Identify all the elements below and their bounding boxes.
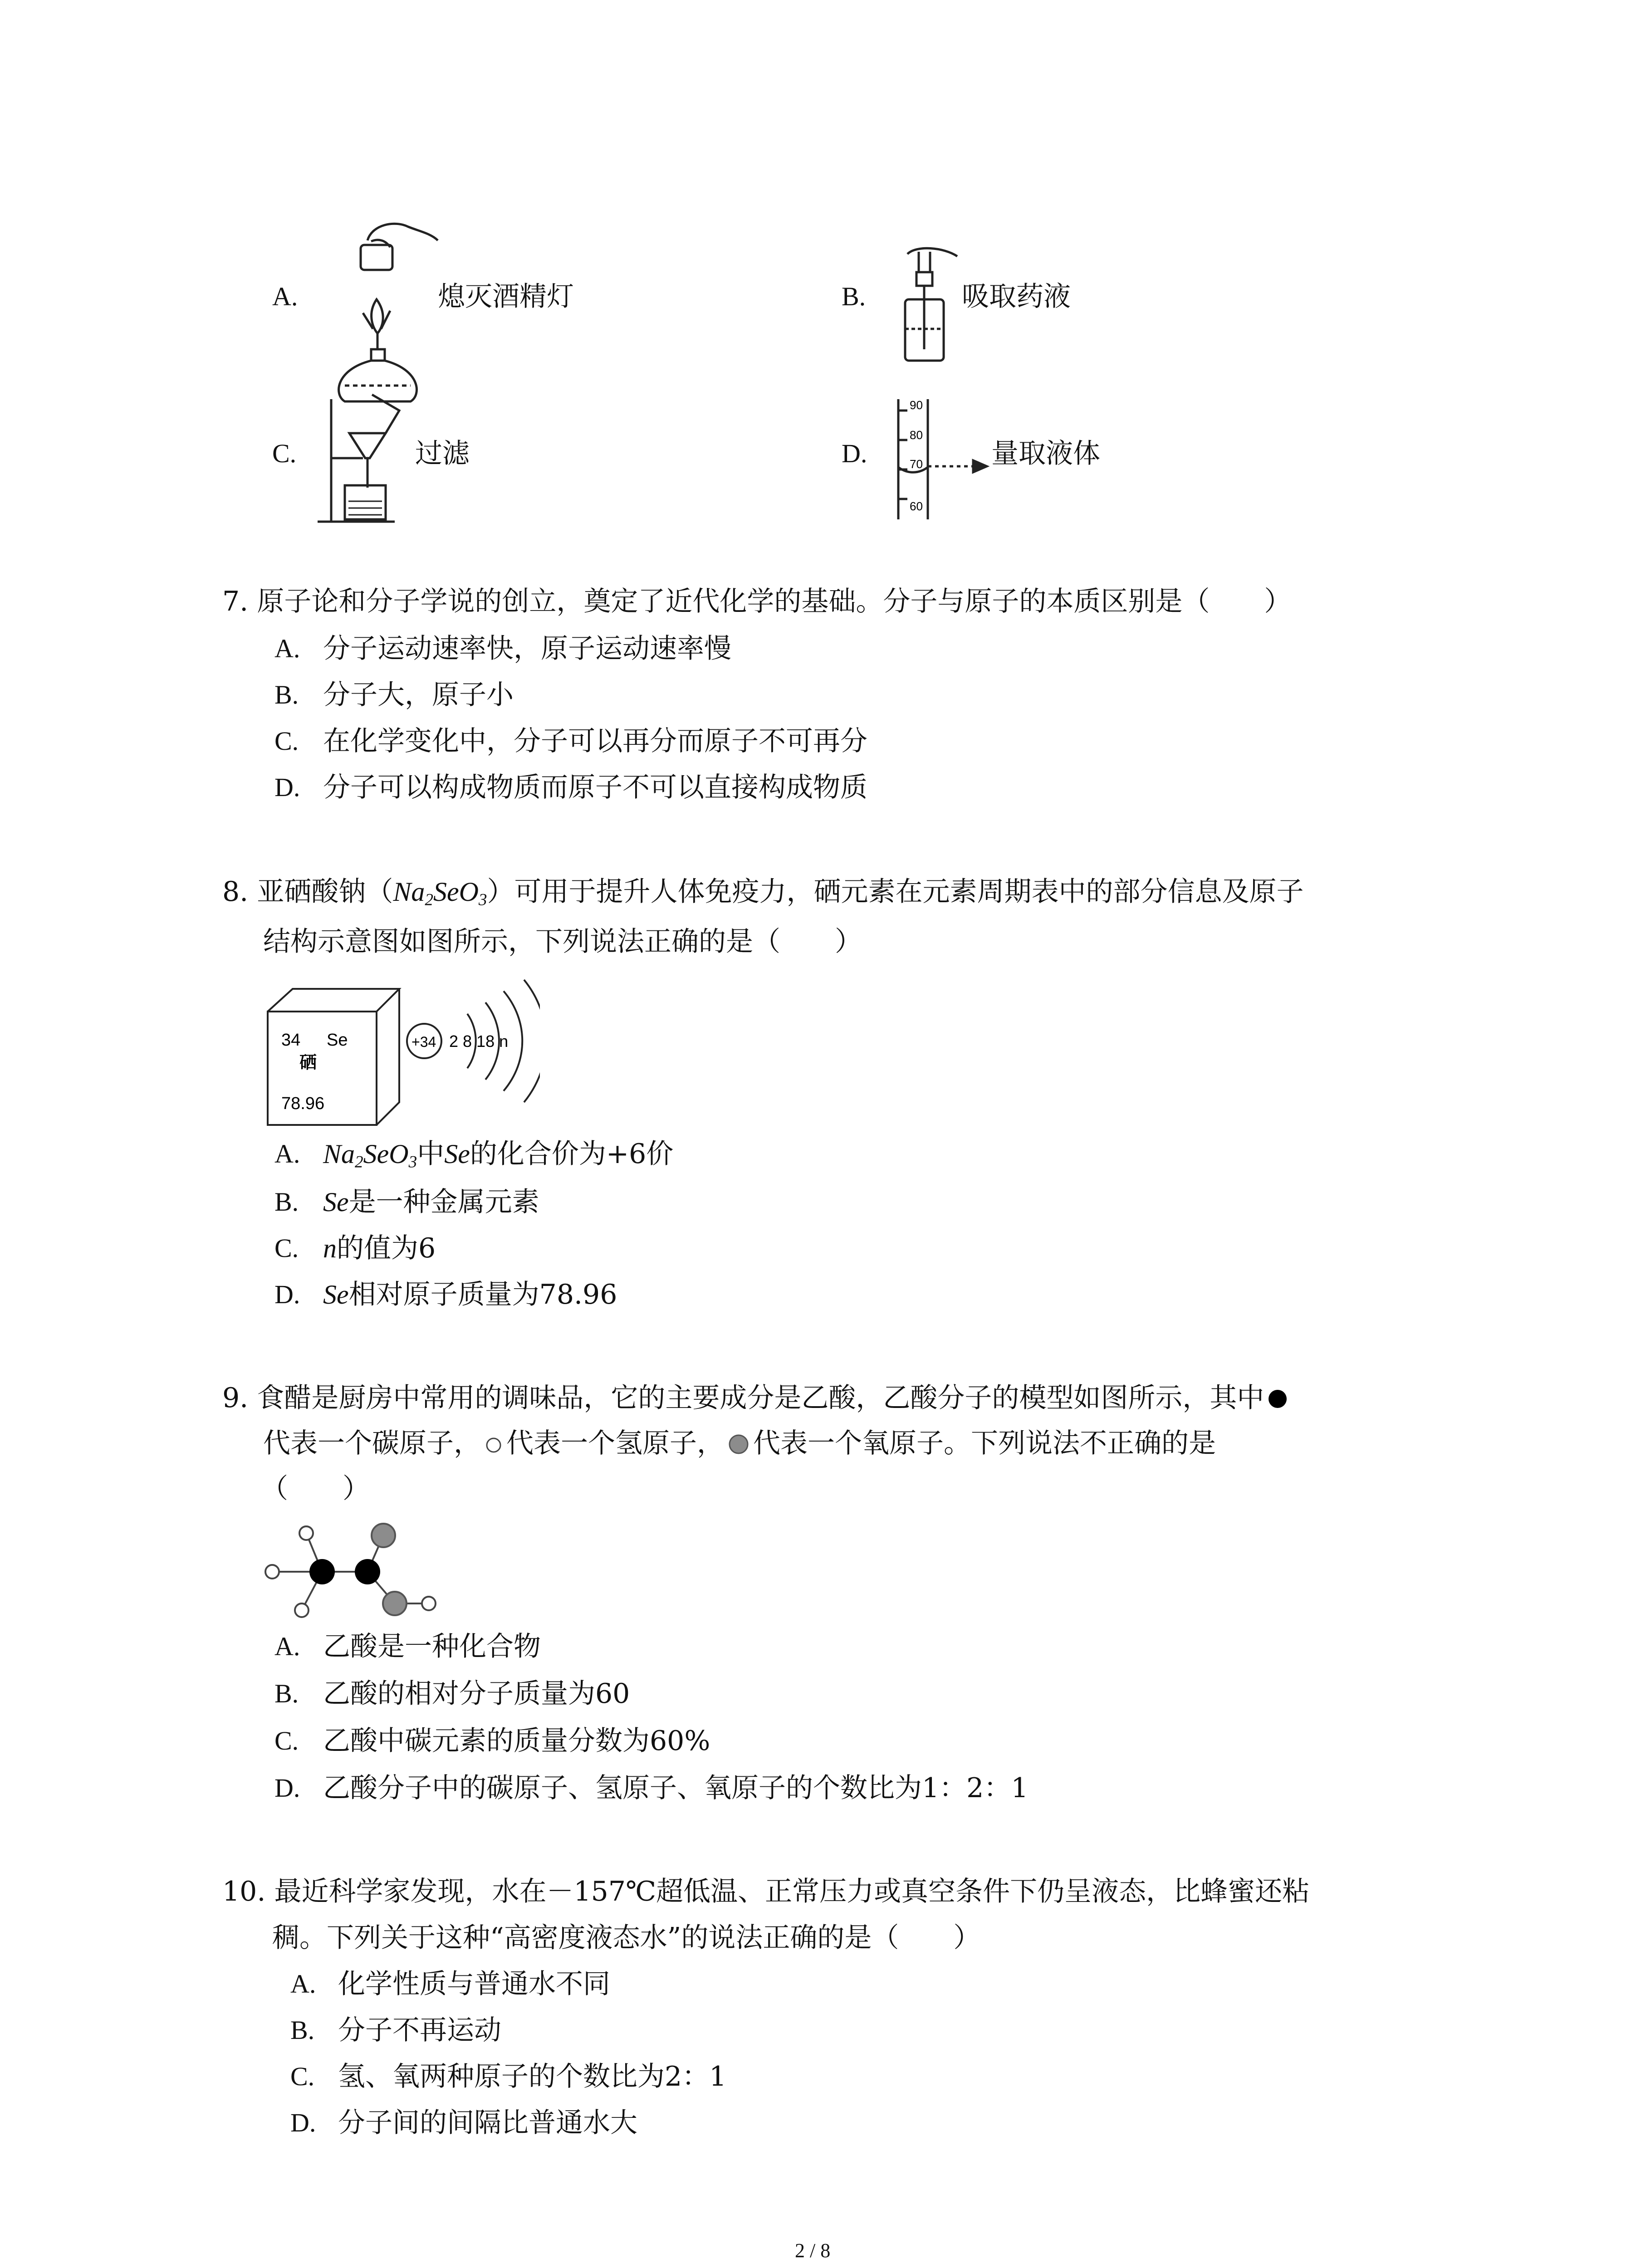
electron-shells: 2 8 18 n	[449, 1032, 509, 1051]
oxygen-atom-icon	[728, 1433, 749, 1455]
option-letter: A.	[290, 1969, 316, 1999]
option-letter: B.	[274, 1187, 299, 1217]
option-text: 化学性质与普通水不同	[338, 1968, 610, 2000]
option-letter: C.	[274, 1726, 299, 1755]
element-name: 硒	[299, 1053, 317, 1072]
hydrogen-atom	[422, 1597, 436, 1610]
option-letter: C.	[272, 439, 297, 468]
question-stem-line-3: （ ）	[261, 1473, 370, 1505]
hydrogen-atom	[299, 1526, 313, 1540]
option-letter: C.	[274, 726, 299, 756]
cylinder-tick-90: 90	[910, 399, 923, 412]
option-label: 过滤	[415, 438, 470, 469]
option-text: 乙酸的相对分子质量为60	[323, 1678, 630, 1710]
question-stem-line-2: 结构示意图如图所示，下列说法正确的是（ ）	[263, 926, 862, 958]
cylinder-tick-60: 60	[910, 499, 923, 513]
option-text: $Na_2SeO_3$中Se的化合价为+6价	[323, 1138, 674, 1172]
carbon-atom	[355, 1559, 380, 1584]
carbon-atom	[309, 1559, 335, 1584]
option-letter: A.	[272, 282, 298, 311]
graduated-cylinder-image	[889, 399, 994, 522]
option-letter: B.	[274, 680, 299, 709]
option-letter: B.	[274, 1679, 299, 1708]
option-label: 吸取药液	[962, 281, 1071, 313]
hydrogen-atom-icon	[485, 1436, 503, 1454]
option-text: 分子运动速率快，原子运动速率慢	[323, 633, 731, 665]
cylinder-tick-80: 80	[910, 428, 923, 442]
nucleus-charge: +34	[411, 1034, 436, 1050]
option-letter: B.	[290, 2015, 315, 2045]
question-stem-line-2: 稠。下列关于这种“高密度液态水”的说法正确的是（ ）	[272, 1922, 981, 1954]
question-stem-line-1: 10. 最近科学家发现，水在－157℃超低温、正常压力或真空条件下仍呈液态，比蜂蜜还粘	[222, 1876, 1310, 1907]
option-text: 乙酸是一种化合物	[323, 1631, 541, 1662]
oxygen-atom	[372, 1524, 395, 1547]
option-text: 在化学变化中，分子可以再分而原子不可再分	[323, 725, 867, 757]
atomic-mass: 78.96	[281, 1094, 325, 1113]
option-text: 乙酸分子中的碳原子、氢原子、氧原子的个数比为1：2：1	[323, 1772, 1029, 1804]
option-text: 分子间的间隔比普通水大	[338, 2107, 637, 2139]
option-label: 量取液体	[991, 438, 1100, 469]
option-text: 氢、氧两种原子的个数比为2：1	[338, 2061, 727, 2092]
question-stem-line-2: 代表一个碳原子， 代表一个氢原子， 代表一个氧原子。下列说法不正确的是	[263, 1427, 1216, 1459]
dropper-bottle-image	[880, 245, 971, 367]
option-text: n的值为6	[323, 1232, 436, 1264]
selenium-element-cell-and-atom-diagram	[263, 971, 540, 1134]
acetic-acid-molecule-model	[263, 1520, 454, 1624]
question-stem-line-1: 9. 食醋是厨房中常用的调味品，它的主要成分是乙酸，乙酸分子的模型如图所示，其中	[222, 1379, 1288, 1417]
atomic-number: 34	[281, 1031, 301, 1050]
option-letter: B.	[842, 282, 866, 311]
carbon-atom-icon	[1267, 1388, 1288, 1410]
option-text: 分子可以构成物质而原子不可以直接构成物质	[323, 772, 867, 803]
question-stem-line-1: 8. 亚硒酸钠$(Na_2SeO_3)$可用于提升人体免疫力，硒元素在元素周期表中的部分信息及原子	[222, 876, 1304, 909]
oxygen-atom	[383, 1592, 407, 1615]
option-text: Se相对原子质量为78.96	[323, 1279, 617, 1310]
option-letter: C.	[274, 1233, 299, 1263]
hydrogen-atom	[265, 1565, 279, 1579]
option-letter: D.	[290, 2108, 316, 2137]
option-letter: A.	[274, 1632, 300, 1661]
cylinder-tick-70: 70	[910, 457, 923, 471]
alcohol-lamp-image	[318, 213, 449, 408]
element-symbol: Se	[327, 1031, 348, 1050]
option-letter: D.	[274, 1773, 300, 1803]
filtration-apparatus-image	[313, 390, 417, 531]
option-letter: A.	[274, 1139, 300, 1168]
hydrogen-atom	[295, 1603, 309, 1617]
option-text: 分子大，原子小	[323, 679, 514, 711]
question-stem: 7. 原子论和分子学说的创立，奠定了近代化学的基础。分子与原子的本质区别是（ ）	[222, 586, 1292, 617]
option-letter: D.	[274, 772, 300, 802]
option-text: Se是一种金属元素	[323, 1186, 539, 1218]
page-number: 2 / 8	[795, 2239, 831, 2262]
option-letter: D.	[842, 439, 867, 468]
option-letter: D.	[274, 1280, 300, 1309]
option-text: 乙酸中碳元素的质量分数为60%	[323, 1725, 710, 1757]
option-label: 熄灭酒精灯	[438, 281, 574, 313]
option-letter: C.	[290, 2062, 315, 2091]
option-text: 分子不再运动	[338, 2014, 501, 2046]
option-letter: A.	[274, 634, 300, 663]
